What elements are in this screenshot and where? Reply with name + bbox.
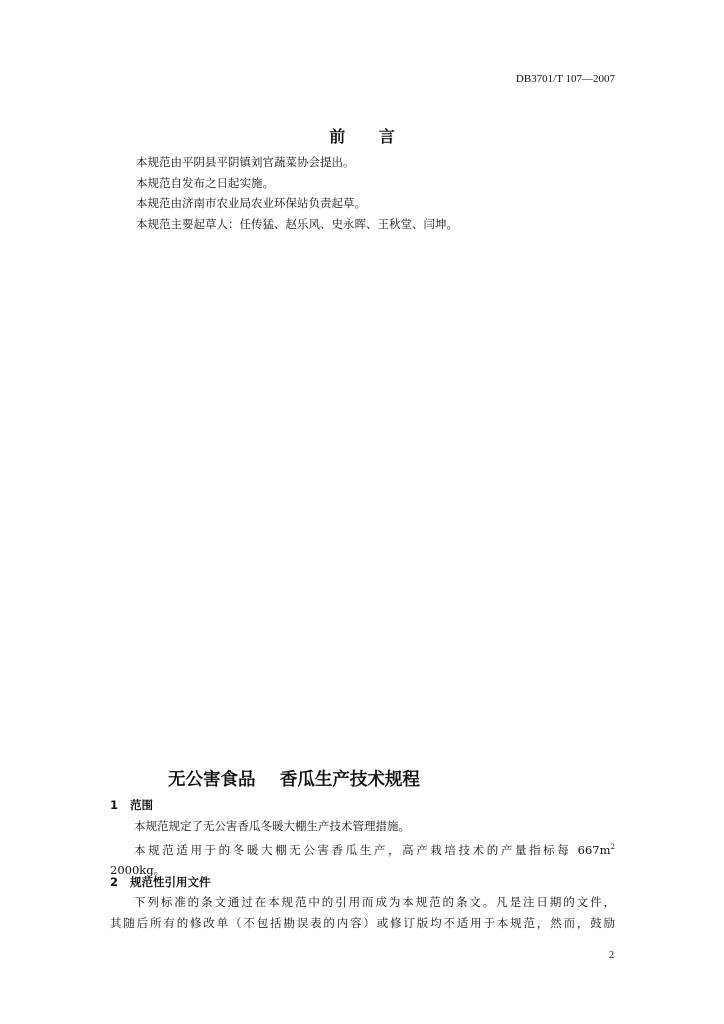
section-references: [110, 874, 615, 933]
section-scope: [110, 797, 615, 880]
section-heading: 2 规范性引用文件: [110, 875, 211, 889]
paragraph: 本规范规定了无公害香瓜冬暖大棚生产技术管理措施。: [134, 819, 410, 833]
foreword-body: [136, 152, 458, 234]
foreword-line: 本规范由平阴县平阴镇刘官蔬菜协会提出。: [136, 155, 355, 169]
paragraph: [110, 837, 615, 860]
foreword-line: 本规范自发布之日起实施。: [136, 175, 274, 190]
foreword-line: 本规范由济南市农业局农业环保站负责起草。: [136, 196, 366, 210]
foreword-line: 本规范主要起草人：任传猛、赵乐风、史永晖、王秋堂、闫坤。: [136, 216, 458, 231]
section-heading: 1 范围: [110, 798, 154, 812]
paragraph-continuation: 其随后所有的修改单（不包括勘误表的内容）或修订版均不适用于本规范，然而，鼓励: [110, 915, 615, 930]
paragraph-continuation: 2000kg。: [110, 862, 166, 877]
standard-code-header: DB3701/T 107—2007: [515, 73, 615, 85]
paragraph-text: 本规范适用于的冬暖大棚无公害香瓜生产，高产栽培技术的产量指标每 667m: [134, 842, 611, 857]
document-title: 无公害食品 香瓜生产技术规程: [168, 770, 420, 790]
superscript: 2: [610, 842, 615, 851]
foreword-title: 前 言: [329, 127, 409, 146]
page-number: 2: [609, 950, 614, 961]
paragraph: 下列标准的条文通过在本规范中的引用而成为本规范的条文。凡是注日期的文件，: [134, 895, 615, 909]
